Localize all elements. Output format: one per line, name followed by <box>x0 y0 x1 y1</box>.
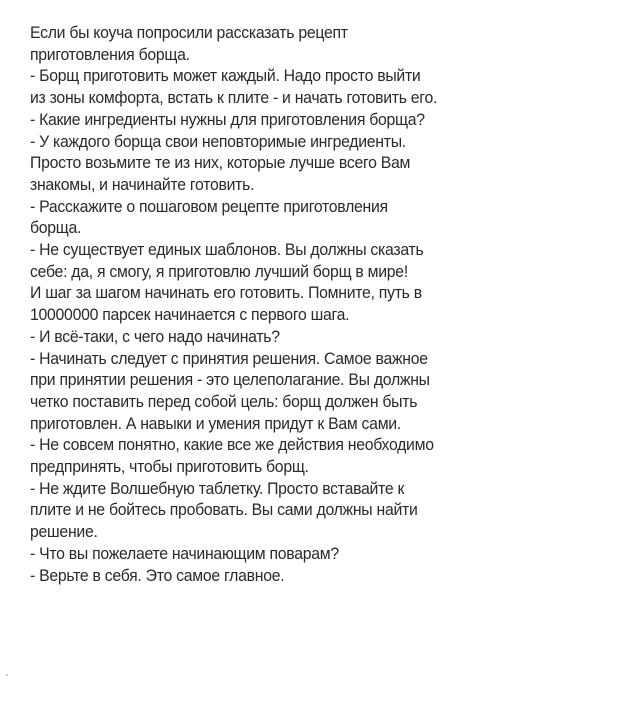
text-line: решение. <box>30 522 98 542</box>
text-line: Если бы коуча попросили рассказать рецепт <box>30 23 348 42</box>
text-line: из зоны комфорта, встать к плите - и начать готовить его. <box>30 88 438 108</box>
text-line: приготовлен. А навыки и умения придут к Вам сами. <box>30 413 401 433</box>
text-line: - Какие ингредиенты нужны для приготовления борща? <box>30 109 425 129</box>
text-body <box>30 22 588 586</box>
text-line: - Борщ приготовить может каждый. Надо просто выйти <box>30 66 421 86</box>
text-line: - Начинать следует с принятия решения. Самое важное <box>30 348 428 368</box>
text-line: - Не совсем понятно, какие все же действия необходимо <box>30 435 434 455</box>
text-line: борща. <box>30 218 82 238</box>
text-line: - Что вы пожелаете начинающим поварам? <box>30 543 339 563</box>
text-line: - Не существует единых шаблонов. Вы должны сказать <box>30 240 424 260</box>
scan-speck <box>6 674 8 676</box>
text-line: - У каждого борща свои неповторимые ингредиенты. <box>30 131 406 151</box>
text-line: - Не ждите Волшебную таблетку. Просто вставайте к <box>30 478 405 498</box>
text-line: при принятии решения - это целеполагание. Вы должны <box>30 370 430 390</box>
text-line: Просто возьмите те из них, которые лучше всего Вам <box>30 153 411 173</box>
text-line: 10000000 парсек начинается с первого шага. <box>30 305 350 325</box>
text-line: приготовления борща. <box>30 44 190 64</box>
text-line: себе: да, я смогу, я приготовлю лучший борщ в мире! <box>30 261 408 281</box>
text-line: знакомы, и начинайте готовить. <box>30 174 255 194</box>
text-line: плите и не бойтесь пробовать. Вы сами должны найти <box>30 500 418 520</box>
text-line: - Верьте в себя. Это самое главное. <box>30 565 285 585</box>
text-line: - И всё-таки, с чего надо начинать? <box>30 326 280 346</box>
text-line: И шаг за шагом начинать его готовить. Помните, путь в <box>30 283 422 303</box>
text-line: предпринять, чтобы приготовить борщ. <box>30 457 309 477</box>
text-line: четко поставить перед собой цель: борщ должен быть <box>30 391 418 411</box>
text-line: - Расскажите о пошаговом рецепте приготовления <box>30 196 388 216</box>
